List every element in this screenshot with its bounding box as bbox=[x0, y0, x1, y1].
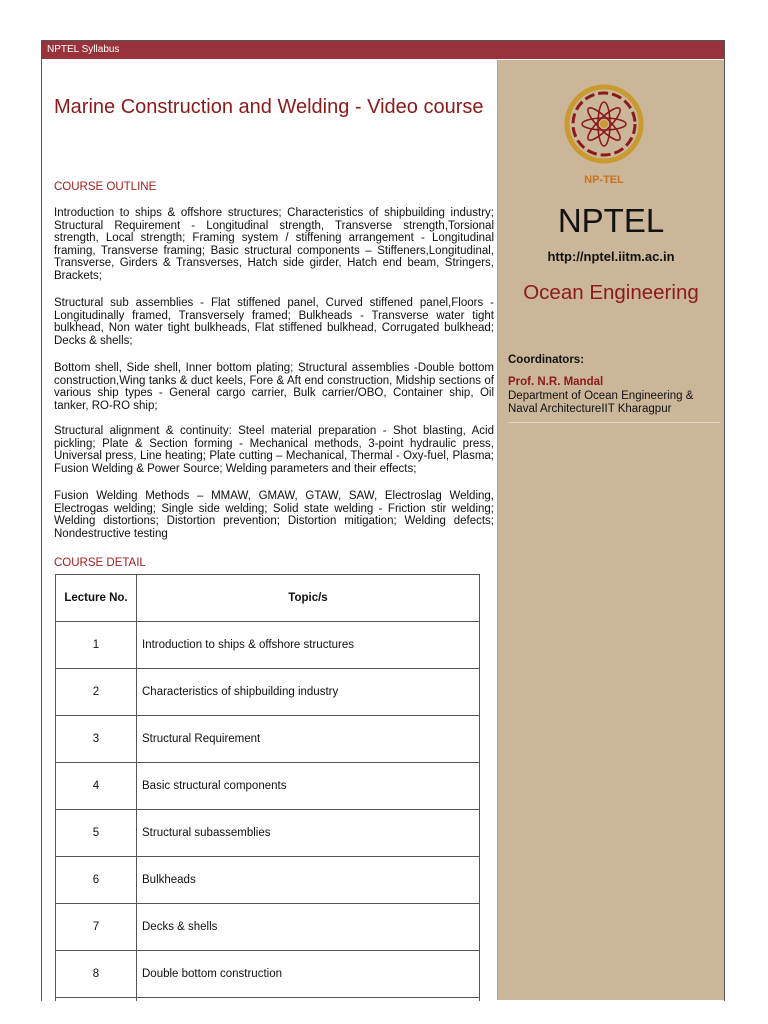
nptel-url-link[interactable]: http://nptel.iitm.ac.in bbox=[547, 249, 675, 264]
lecture-topic: Introduction to ships & offshore structures bbox=[137, 622, 480, 669]
lecture-table bbox=[55, 574, 480, 1001]
nptel-brand: NPTEL bbox=[557, 202, 665, 239]
lecture-number: 4 bbox=[56, 763, 137, 810]
table-row bbox=[56, 904, 480, 951]
lecture-number: 7 bbox=[56, 904, 137, 951]
lecture-topic: Structural Requirement bbox=[137, 716, 480, 763]
lecture-number: 8 bbox=[56, 951, 137, 998]
outline-paragraph: Bottom shell, Side shell, Inner bottom plating; Structural assemblies -Double bottom construction,Wing tanks & duct keels, Fore & Aft end construction, Midship sections of various ship types - General cargo carrier, Bulk carrier/OBO, Container ship, Oil tanker, RO-RO ship; bbox=[54, 362, 494, 412]
lecture-number: 1 bbox=[56, 622, 137, 669]
table-row bbox=[56, 763, 480, 810]
lecture-topic: Basic structural components bbox=[137, 763, 480, 810]
lecture-topic: Bulkheads bbox=[137, 857, 480, 904]
coordinator-name: Prof. N.R. Mandal bbox=[508, 376, 604, 388]
header-label: NPTEL Syllabus bbox=[47, 44, 120, 55]
coordinators-heading: Coordinators: bbox=[508, 354, 585, 366]
table-row bbox=[56, 669, 480, 716]
department-name: Ocean Engineering bbox=[523, 281, 699, 304]
sidebar bbox=[497, 60, 724, 1000]
top-bar bbox=[42, 41, 724, 59]
course-title: Marine Construction and Welding - Video course bbox=[54, 96, 484, 118]
table-header-row bbox=[56, 575, 480, 622]
table-row bbox=[56, 857, 480, 904]
table-row bbox=[56, 998, 480, 1002]
table-row bbox=[56, 810, 480, 857]
outline-paragraph: Structural sub assemblies - Flat stiffened panel, Curved stiffened panel,Floors - Longitudinally framed, Transversely framed; Bulkheads - Transverse water tight bulkhead, Non water tight bulkheads, Flat stiffened bulkhead, Corrugated bulkhead; Decks & shells; bbox=[54, 297, 494, 347]
lecture-number: 6 bbox=[56, 857, 137, 904]
nptel-logo-icon bbox=[562, 80, 646, 190]
lecture-number: 3 bbox=[56, 716, 137, 763]
lecture-number: 2 bbox=[56, 669, 137, 716]
lecture-number bbox=[56, 998, 137, 1002]
coordinator-affiliation: Department of Ocean Engineering & Naval ArchitectureIIT Kharagpur bbox=[508, 390, 694, 415]
table-row bbox=[56, 716, 480, 763]
header-topics: Topic/s bbox=[137, 575, 480, 622]
lecture-topic: Double bottom construction bbox=[137, 951, 480, 998]
lecture-topic: Structural subassemblies bbox=[137, 810, 480, 857]
outline-paragraph: Structural alignment & continuity: Steel material preparation - Shot blasting, Acid pickling; Plate & Section forming - Mechanical methods, 3-point hydraulic press, Universal press, Line heating; Plate cutting – Mechanical, Thermal - Oxy-fuel, Plasma; Fusion Welding & Power Source; Welding parameters and their effects; bbox=[54, 425, 494, 475]
outline-paragraph: Introduction to ships & offshore structures; Characteristics of shipbuilding industry; Structural Requirement - Longitudinal strength, Transverse strength,Torsional strength, Local strength; Framing system / stiffening arrangement - Longitudinal framing, Transverse framing; Basic structural components – Stiffeners,Longitudinal, Transverse, Girders & Transverses, Hatch side girder, Hatch end beam, Stringers, Brackets; bbox=[54, 207, 494, 282]
lecture-number: 5 bbox=[56, 810, 137, 857]
sidebar-divider bbox=[508, 422, 720, 423]
page-frame bbox=[41, 40, 725, 1001]
outline-paragraph: Fusion Welding Methods – MMAW, GMAW, GTAW, SAW, Electroslag Welding, Electrogas welding; Single side welding; Solid state welding - Friction stir welding; Welding distortions; Distortion prevention; Distortion mitigation; Welding defects; Nondestructive testing bbox=[54, 490, 494, 540]
lecture-topic: Characteristics of shipbuilding industry bbox=[137, 669, 480, 716]
course-detail-heading: COURSE DETAIL bbox=[54, 557, 146, 569]
course-outline-heading: COURSE OUTLINE bbox=[54, 181, 157, 193]
header-lecture-no: Lecture No. bbox=[56, 575, 137, 622]
main-content bbox=[42, 60, 497, 1000]
table-row bbox=[56, 951, 480, 998]
lecture-topic bbox=[137, 998, 480, 1002]
table-row bbox=[56, 622, 480, 669]
lecture-topic: Decks & shells bbox=[137, 904, 480, 951]
logo-text: NP-TEL bbox=[584, 174, 624, 186]
